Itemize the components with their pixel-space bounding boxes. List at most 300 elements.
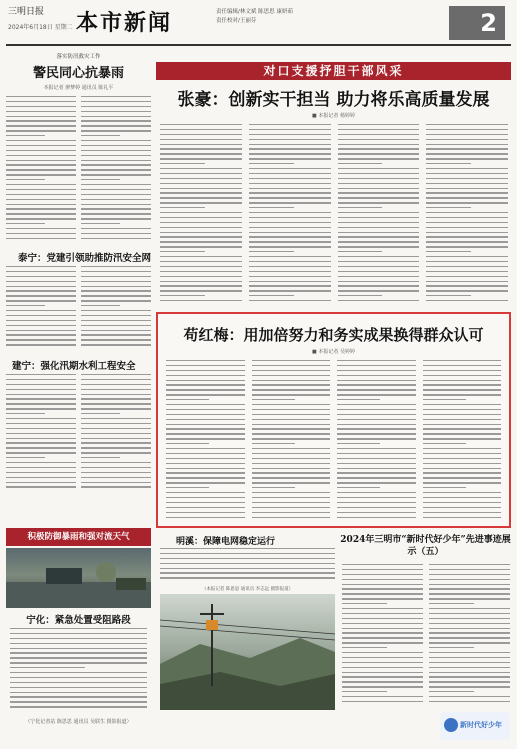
text-line bbox=[81, 418, 151, 419]
text-line bbox=[6, 145, 76, 146]
text-line bbox=[342, 588, 423, 589]
text-line bbox=[6, 174, 76, 175]
text-line bbox=[426, 222, 508, 223]
text-line bbox=[6, 447, 76, 448]
text-line bbox=[337, 487, 380, 488]
main-story-byline: ■ 本报记者 杨婷婷 bbox=[312, 113, 355, 119]
text-line bbox=[6, 286, 76, 287]
story4-title: 宁化：紧急处置受阻路段 bbox=[26, 615, 131, 626]
text-line bbox=[426, 281, 508, 282]
text-line bbox=[423, 414, 502, 415]
text-line bbox=[426, 163, 471, 164]
text-line bbox=[426, 192, 508, 193]
text-line bbox=[338, 124, 420, 125]
text-line bbox=[166, 419, 245, 420]
text-line bbox=[6, 208, 76, 209]
text-line bbox=[426, 183, 508, 184]
text-line bbox=[6, 189, 76, 190]
text-line bbox=[252, 419, 331, 420]
text-line bbox=[10, 633, 147, 634]
text-line bbox=[10, 638, 147, 639]
text-line bbox=[337, 424, 416, 425]
main-story-title: 张豪：创新实干担当 助力将乐高质量发展 bbox=[177, 90, 490, 110]
text-line bbox=[81, 334, 151, 335]
text-line bbox=[252, 380, 331, 381]
text-line bbox=[337, 384, 416, 385]
text-line bbox=[81, 150, 151, 151]
text-line bbox=[160, 134, 242, 135]
text-line bbox=[337, 443, 380, 444]
text-line bbox=[337, 404, 416, 405]
text-line bbox=[81, 290, 151, 291]
text-line bbox=[252, 448, 331, 449]
text-line bbox=[160, 178, 242, 179]
text-line bbox=[10, 662, 147, 663]
text-line bbox=[429, 588, 510, 589]
text-line bbox=[423, 360, 502, 361]
text-line bbox=[166, 389, 245, 390]
text-line bbox=[10, 692, 147, 693]
text-line bbox=[338, 134, 420, 135]
text-line bbox=[342, 686, 423, 687]
flood-scene-illustration bbox=[6, 548, 151, 608]
text-line bbox=[342, 564, 423, 565]
text-line bbox=[249, 300, 331, 301]
text-line bbox=[338, 266, 420, 267]
text-line bbox=[337, 477, 416, 478]
text-line bbox=[338, 139, 420, 140]
text-line bbox=[81, 310, 151, 311]
text-line bbox=[337, 399, 380, 400]
text-line bbox=[81, 194, 151, 195]
text-line bbox=[166, 463, 245, 464]
text-line bbox=[252, 477, 331, 478]
text-line bbox=[6, 120, 76, 121]
text-line bbox=[429, 598, 510, 599]
text-line bbox=[429, 569, 510, 570]
text-line bbox=[249, 158, 331, 159]
text-line bbox=[338, 222, 420, 223]
text-line bbox=[429, 613, 510, 614]
text-line bbox=[342, 662, 423, 663]
text-line bbox=[6, 433, 76, 434]
text-line bbox=[81, 477, 151, 478]
text-line bbox=[6, 462, 76, 463]
text-line bbox=[342, 603, 387, 604]
text-line bbox=[338, 276, 420, 277]
text-line bbox=[252, 424, 331, 425]
text-line bbox=[249, 266, 331, 267]
text-line bbox=[338, 202, 420, 203]
text-line bbox=[342, 657, 423, 658]
text-line bbox=[166, 453, 245, 454]
text-line bbox=[423, 502, 502, 503]
text-line bbox=[426, 139, 508, 140]
text-line bbox=[160, 261, 242, 262]
text-line bbox=[81, 320, 151, 321]
text-line bbox=[423, 468, 502, 469]
text-line bbox=[423, 492, 502, 493]
text-line bbox=[81, 101, 151, 102]
text-line bbox=[160, 290, 242, 291]
text-line bbox=[426, 202, 508, 203]
section-title: 本市新闻 bbox=[76, 10, 173, 36]
text-line bbox=[81, 213, 151, 214]
text-line bbox=[10, 652, 147, 653]
text-line bbox=[252, 443, 295, 444]
text-line bbox=[160, 197, 242, 198]
text-line bbox=[252, 487, 295, 488]
youth-section-body bbox=[342, 564, 510, 708]
text-line bbox=[426, 168, 508, 169]
text-line bbox=[81, 218, 151, 219]
text-line bbox=[6, 194, 76, 195]
text-line bbox=[160, 271, 242, 272]
text-line bbox=[249, 285, 331, 286]
text-line bbox=[81, 208, 151, 209]
text-line bbox=[342, 681, 423, 682]
text-line bbox=[342, 691, 387, 692]
text-line bbox=[6, 266, 76, 267]
text-line bbox=[6, 438, 76, 439]
story2-title: 泰宁：党建引领助推防汛安全网 bbox=[18, 253, 152, 264]
story1-body bbox=[6, 96, 151, 246]
text-line bbox=[249, 222, 331, 223]
text-line bbox=[160, 300, 242, 301]
text-line bbox=[426, 295, 471, 296]
editors-line: 责任编辑/林文斌 陈思思 康妍茹 bbox=[216, 9, 293, 15]
text-line bbox=[160, 173, 242, 174]
text-line bbox=[249, 246, 331, 247]
editors-info bbox=[216, 8, 293, 26]
text-line bbox=[337, 517, 416, 518]
youth-badge bbox=[440, 712, 510, 740]
text-line bbox=[429, 672, 510, 673]
text-line bbox=[81, 155, 151, 156]
text-line bbox=[426, 134, 508, 135]
text-line bbox=[338, 295, 383, 296]
text-line bbox=[429, 574, 510, 575]
text-line bbox=[252, 438, 331, 439]
text-line bbox=[166, 507, 245, 508]
text-line bbox=[252, 399, 295, 400]
text-line bbox=[6, 169, 76, 170]
text-line bbox=[426, 148, 508, 149]
text-line bbox=[160, 212, 242, 213]
text-line bbox=[249, 202, 331, 203]
text-line bbox=[81, 339, 151, 340]
text-line bbox=[426, 285, 508, 286]
text-line bbox=[6, 204, 76, 205]
text-line bbox=[423, 389, 502, 390]
text-line bbox=[423, 419, 502, 420]
proofreader-line: 责任校对/王丽芬 bbox=[216, 18, 257, 24]
text-line bbox=[6, 408, 76, 409]
text-line bbox=[6, 374, 76, 375]
text-line bbox=[342, 701, 423, 702]
text-line bbox=[423, 472, 502, 473]
text-line bbox=[10, 706, 147, 707]
text-line bbox=[6, 140, 76, 141]
story3-body bbox=[6, 374, 151, 494]
text-line bbox=[81, 413, 120, 414]
text-line bbox=[249, 188, 331, 189]
text-line bbox=[10, 657, 147, 658]
text-line bbox=[6, 384, 76, 385]
text-line bbox=[160, 202, 242, 203]
masthead bbox=[0, 0, 517, 44]
text-line bbox=[81, 330, 151, 331]
text-line bbox=[160, 295, 205, 296]
text-line bbox=[342, 569, 423, 570]
text-line bbox=[166, 370, 245, 371]
text-line bbox=[81, 160, 151, 161]
text-line bbox=[160, 168, 242, 169]
text-line bbox=[252, 502, 331, 503]
text-line bbox=[252, 468, 331, 469]
text-line bbox=[423, 448, 502, 449]
text-line bbox=[160, 241, 242, 242]
text-line bbox=[81, 462, 151, 463]
text-line bbox=[337, 380, 416, 381]
text-line bbox=[6, 310, 76, 311]
text-line bbox=[166, 487, 209, 488]
text-line bbox=[338, 183, 420, 184]
text-line bbox=[81, 438, 151, 439]
text-line bbox=[429, 637, 510, 638]
text-line bbox=[6, 295, 76, 296]
text-line bbox=[338, 236, 420, 237]
text-line bbox=[423, 443, 466, 444]
text-line bbox=[252, 492, 331, 493]
text-line bbox=[249, 178, 331, 179]
text-line bbox=[338, 217, 420, 218]
text-line bbox=[81, 266, 151, 267]
text-line bbox=[6, 339, 76, 340]
text-line bbox=[429, 564, 510, 565]
story1-kicker: 落实防汛救灾工作 bbox=[56, 54, 101, 60]
text-line bbox=[252, 453, 331, 454]
text-line bbox=[6, 330, 76, 331]
text-line bbox=[423, 497, 502, 498]
text-line bbox=[6, 423, 76, 424]
text-line bbox=[81, 286, 151, 287]
text-line bbox=[81, 164, 151, 165]
masthead-rule bbox=[6, 44, 511, 46]
text-line bbox=[6, 334, 76, 335]
text-line bbox=[249, 261, 331, 262]
text-line bbox=[337, 463, 416, 464]
text-line bbox=[338, 285, 420, 286]
text-line bbox=[337, 360, 416, 361]
photo-banner bbox=[6, 528, 151, 546]
text-line bbox=[249, 251, 294, 252]
text-line bbox=[160, 577, 335, 578]
text-line bbox=[249, 281, 331, 282]
text-line bbox=[81, 125, 151, 126]
text-line bbox=[423, 365, 502, 366]
text-line bbox=[160, 256, 242, 257]
text-line bbox=[81, 295, 151, 296]
text-line bbox=[81, 96, 151, 97]
text-line bbox=[6, 228, 76, 229]
text-line bbox=[249, 129, 331, 130]
text-line bbox=[81, 428, 151, 429]
text-line bbox=[429, 628, 510, 629]
text-line bbox=[252, 414, 331, 415]
text-line bbox=[337, 365, 416, 366]
text-line bbox=[426, 129, 508, 130]
text-line bbox=[338, 241, 420, 242]
text-line bbox=[252, 428, 331, 429]
text-line bbox=[337, 512, 416, 513]
text-line bbox=[6, 101, 76, 102]
text-line bbox=[6, 394, 76, 395]
text-line bbox=[6, 315, 76, 316]
text-line bbox=[429, 632, 510, 633]
text-line bbox=[166, 512, 245, 513]
text-line bbox=[429, 593, 510, 594]
text-line bbox=[423, 424, 502, 425]
text-line bbox=[160, 251, 205, 252]
text-line bbox=[160, 236, 242, 237]
story2-body bbox=[6, 266, 151, 354]
text-line bbox=[6, 482, 76, 483]
text-line bbox=[429, 686, 510, 687]
text-line bbox=[342, 584, 423, 585]
text-line bbox=[337, 409, 416, 410]
text-line bbox=[249, 163, 294, 164]
text-line bbox=[423, 507, 502, 508]
story1-title: 警民同心抗暴雨 bbox=[32, 66, 124, 81]
text-line bbox=[6, 413, 45, 414]
text-line bbox=[338, 232, 420, 233]
text-line bbox=[160, 553, 335, 554]
text-line bbox=[166, 482, 245, 483]
text-line bbox=[249, 183, 331, 184]
text-line bbox=[6, 418, 76, 419]
text-line bbox=[429, 652, 510, 653]
text-line bbox=[6, 320, 76, 321]
text-line bbox=[6, 213, 76, 214]
text-line bbox=[423, 404, 502, 405]
text-line bbox=[337, 419, 416, 420]
text-line bbox=[338, 192, 420, 193]
text-line bbox=[160, 246, 242, 247]
text-line bbox=[10, 687, 147, 688]
text-line bbox=[166, 424, 245, 425]
text-line bbox=[252, 517, 331, 518]
text-line bbox=[338, 173, 420, 174]
text-line bbox=[338, 256, 420, 257]
text-line bbox=[81, 389, 151, 390]
text-line bbox=[6, 305, 45, 306]
newspaper-logo: 三明日报 bbox=[8, 7, 45, 17]
text-line bbox=[81, 384, 151, 385]
text-line bbox=[249, 139, 331, 140]
text-line bbox=[342, 579, 423, 580]
text-line bbox=[166, 404, 245, 405]
text-line bbox=[160, 285, 242, 286]
text-line bbox=[10, 701, 147, 702]
text-line bbox=[252, 360, 331, 361]
text-line bbox=[337, 468, 416, 469]
text-line bbox=[81, 135, 120, 136]
text-line bbox=[249, 207, 294, 208]
text-line bbox=[81, 140, 151, 141]
text-line bbox=[338, 261, 420, 262]
text-line bbox=[166, 448, 245, 449]
text-line bbox=[160, 266, 242, 267]
text-line bbox=[429, 647, 474, 648]
text-line bbox=[6, 281, 76, 282]
text-line bbox=[6, 403, 76, 404]
text-line bbox=[426, 144, 508, 145]
text-line bbox=[252, 507, 331, 508]
text-line bbox=[81, 276, 151, 277]
text-line bbox=[423, 384, 502, 385]
text-line bbox=[249, 212, 331, 213]
text-line bbox=[81, 174, 151, 175]
text-line bbox=[423, 463, 502, 464]
text-line bbox=[6, 116, 76, 117]
text-line bbox=[429, 642, 510, 643]
text-line bbox=[249, 197, 331, 198]
text-line bbox=[252, 463, 331, 464]
text-line bbox=[6, 271, 76, 272]
text-line bbox=[166, 477, 245, 478]
text-line bbox=[426, 212, 508, 213]
text-line bbox=[10, 648, 147, 649]
text-line bbox=[423, 399, 466, 400]
text-line bbox=[338, 188, 420, 189]
text-line bbox=[166, 472, 245, 473]
text-line bbox=[423, 477, 502, 478]
text-line bbox=[81, 145, 151, 146]
text-line bbox=[342, 628, 423, 629]
story4-body bbox=[10, 628, 147, 712]
text-line bbox=[166, 428, 245, 429]
text-line bbox=[429, 608, 510, 609]
text-line bbox=[429, 691, 474, 692]
text-line bbox=[252, 409, 331, 410]
text-line bbox=[81, 472, 151, 473]
text-line bbox=[426, 251, 471, 252]
text-line bbox=[160, 144, 242, 145]
text-line bbox=[6, 325, 76, 326]
text-line bbox=[342, 623, 423, 624]
text-line bbox=[6, 155, 76, 156]
text-line bbox=[160, 227, 242, 228]
text-line bbox=[337, 502, 416, 503]
text-line bbox=[6, 218, 76, 219]
text-line bbox=[252, 497, 331, 498]
text-line bbox=[423, 380, 502, 381]
text-line bbox=[429, 696, 510, 697]
text-line bbox=[337, 370, 416, 371]
text-line bbox=[166, 458, 245, 459]
text-line bbox=[6, 96, 76, 97]
text-line bbox=[6, 125, 76, 126]
text-line bbox=[6, 276, 76, 277]
text-line bbox=[337, 497, 416, 498]
text-line bbox=[160, 232, 242, 233]
text-line bbox=[160, 217, 242, 218]
text-line bbox=[426, 290, 508, 291]
text-line bbox=[249, 217, 331, 218]
text-line bbox=[423, 438, 502, 439]
youth-section-title: 2024年三明市“新时代好少年”先进事迹展示（五） bbox=[340, 535, 511, 557]
